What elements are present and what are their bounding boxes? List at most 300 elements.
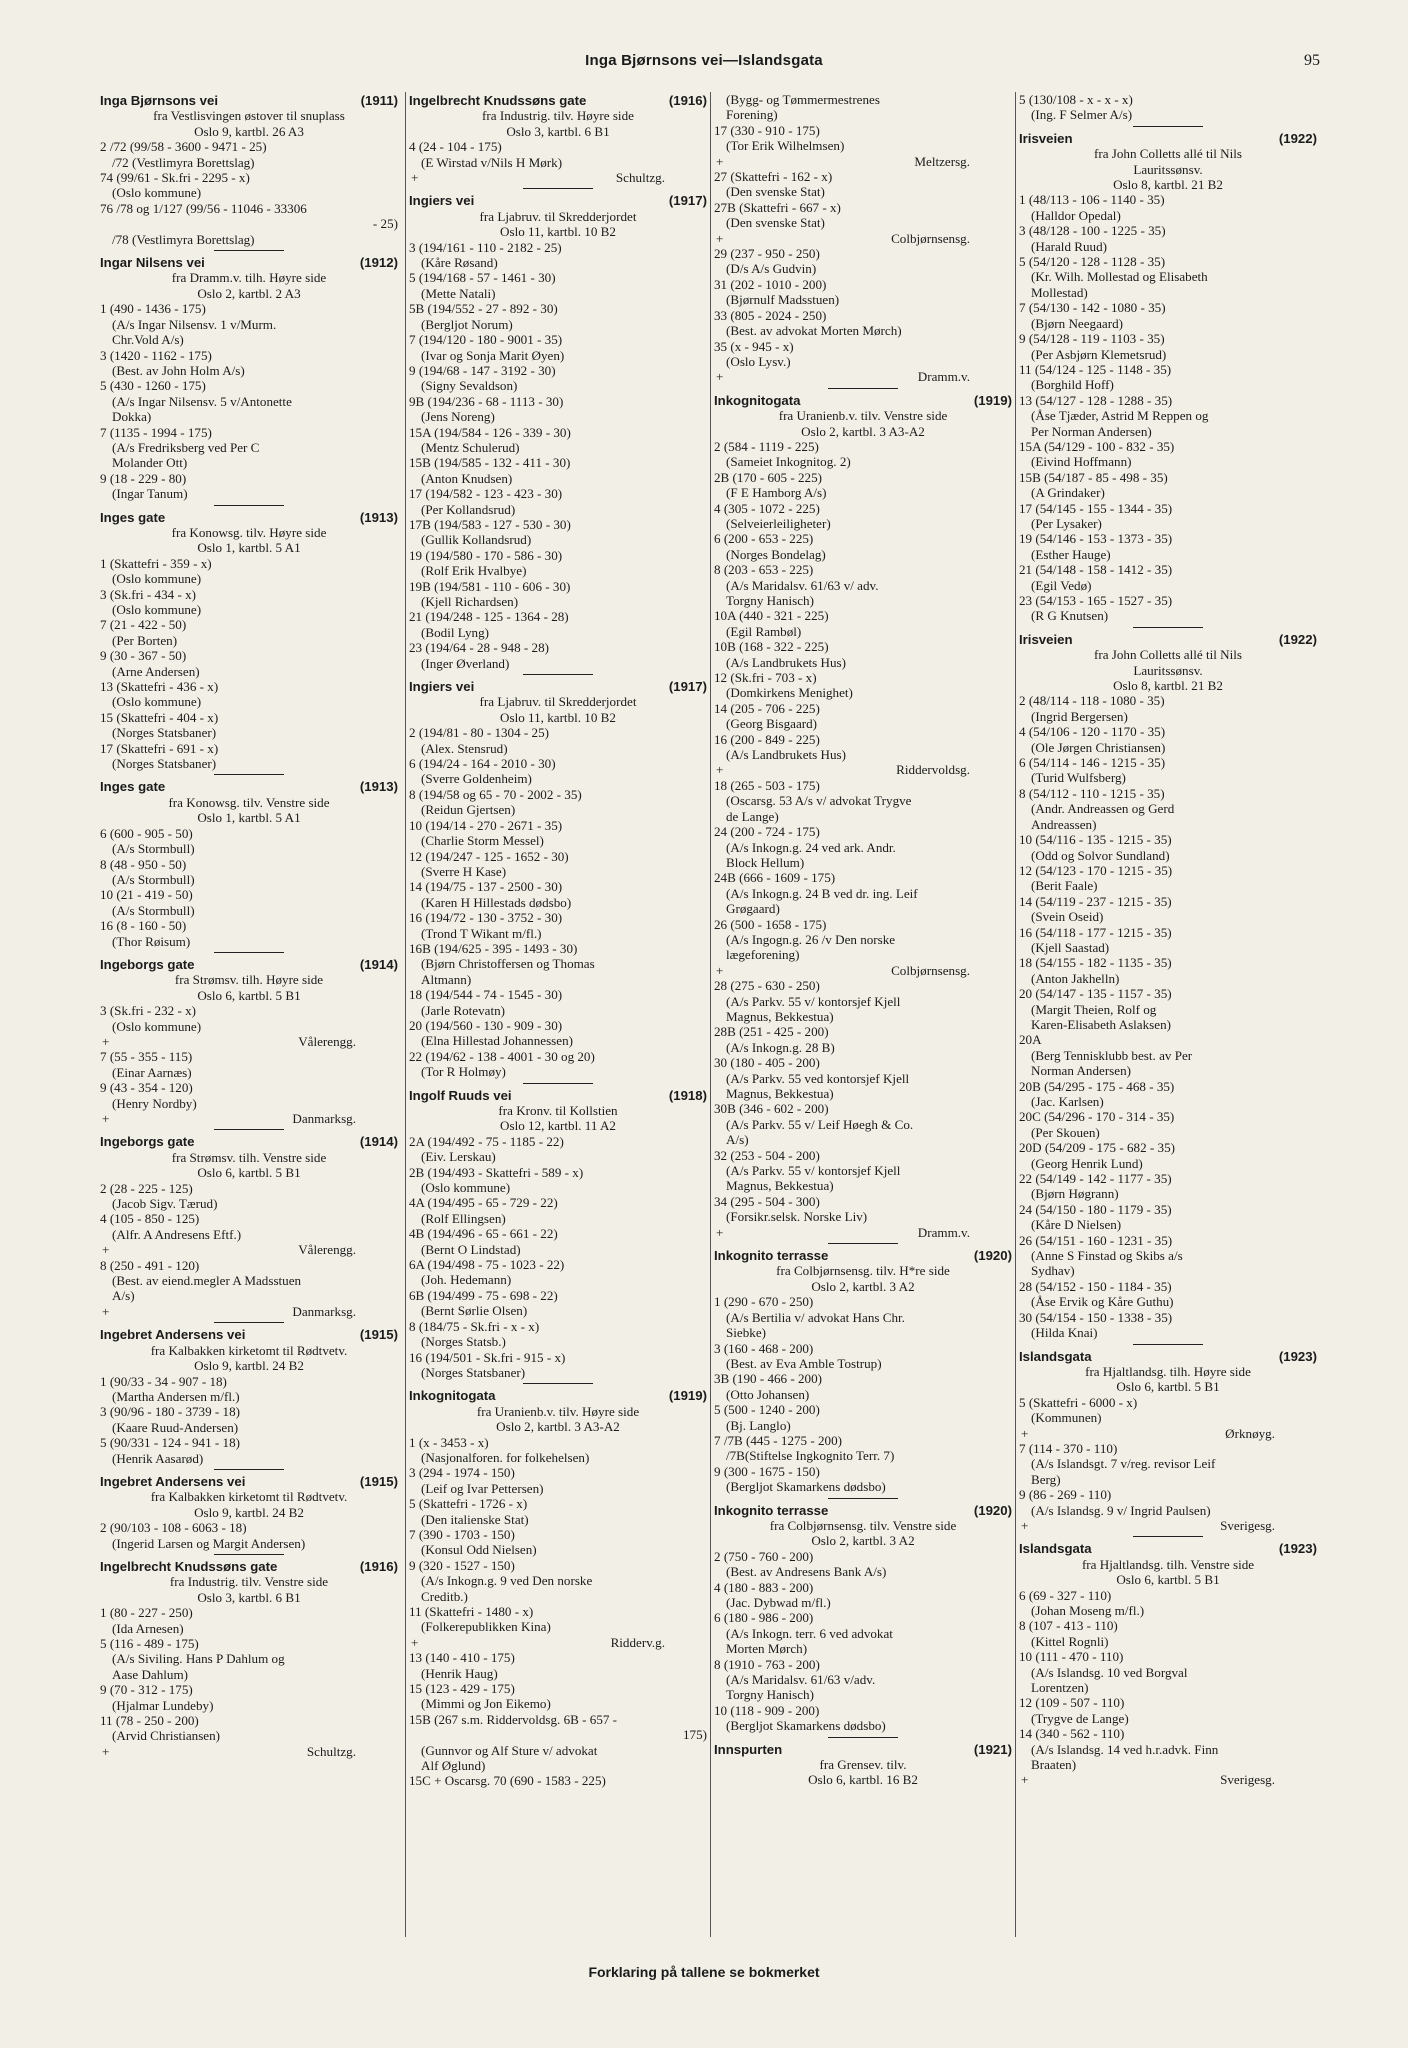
owner-line: (A/s Inkogn.g. 28 B) — [726, 1039, 835, 1055]
owner-line: Block Hellum) — [726, 854, 805, 870]
section-divider — [523, 674, 593, 675]
section-divider — [214, 952, 284, 953]
street-heading — [100, 1327, 398, 1342]
street-heading — [714, 1503, 1012, 1518]
property-line: 20D (54/209 - 175 - 682 - 35) — [1019, 1140, 1176, 1156]
street-number: (1914) — [359, 1134, 398, 1150]
property-line: 8 (184/75 - Sk.fri - x - x) — [409, 1318, 540, 1334]
owner-line: (Best. av John Holm A/s) — [112, 362, 245, 378]
owner-line: (A/s Maridalsv. 61/63 v/adv. — [726, 1672, 876, 1688]
crossing-marker: + — [1021, 1425, 1029, 1441]
street-description: Oslo 6, kartbl. 5 B1 — [1116, 1572, 1220, 1588]
owner-line: (Bergljot Skamarkens dødsbo) — [726, 1718, 886, 1734]
cross-street-line — [714, 231, 1012, 246]
property-line: 5 (Skattefri - 1726 - x) — [409, 1496, 528, 1512]
street-name: Inkognitogata — [714, 392, 801, 408]
property-line: 7 (21 - 422 - 50) — [100, 617, 187, 633]
owner-line: (Jac. Dybwad m/fl.) — [726, 1595, 831, 1610]
owner-line: Karen-Elisabeth Aslaksen) — [1031, 1016, 1171, 1032]
property-line: 23 (194/64 - 28 - 948 - 28) — [409, 640, 550, 656]
cross-street-line — [714, 1225, 1012, 1240]
owner-line: (F E Hamborg A/s) — [726, 485, 827, 501]
street-name: Irisveien — [1019, 130, 1073, 146]
property-line: 34 (295 - 504 - 300) — [714, 1193, 820, 1209]
property-line: 3 (1420 - 1162 - 175) — [100, 347, 212, 363]
owner-line: (Bjørn Christoffersen og Thomas — [421, 956, 595, 972]
crossing-marker: + — [716, 1224, 724, 1240]
owner-line: (A/s Islandsgt. 7 v/reg. revisor Leif — [1031, 1456, 1216, 1472]
street-name: Islandsgata — [1019, 1348, 1092, 1364]
owner-line: (Hilda Knai) — [1031, 1325, 1098, 1341]
property-line: 5 (500 - 1240 - 200) — [714, 1402, 820, 1418]
owner-line: (Elna Hillestad Johannessen) — [421, 1033, 573, 1049]
property-line: 7 (390 - 1703 - 150) — [409, 1526, 515, 1542]
street-name: Innspurten — [714, 1741, 783, 1757]
street-heading — [100, 255, 398, 270]
owner-line: /7B(Stiftelse Ingkognito Terr. 7) — [726, 1448, 895, 1464]
property-line: 27B (Skattefri - 667 - x) — [714, 199, 841, 215]
owner-line: (Rolf Ellingsen) — [421, 1210, 506, 1226]
owner-line: (Borghild Hoff) — [1031, 377, 1114, 393]
owner-line: Siebke) — [726, 1325, 766, 1341]
owner-line: Chr.Vold A/s) — [112, 332, 184, 348]
property-line: 2B (170 - 605 - 225) — [714, 469, 823, 485]
owner-line: (Bernt O Lindstad) — [421, 1241, 521, 1257]
property-line: 15 (123 - 429 - 175) — [409, 1681, 515, 1697]
owner-line: (A/s Bertilia v/ advokat Hans Chr. — [726, 1309, 905, 1325]
property-line: 6 (54/114 - 146 - 1215 - 35) — [1019, 755, 1166, 771]
street-description: fra Industrig. tilv. Høyre side — [482, 108, 634, 124]
owner-line: (Eivind Hoffmann) — [1031, 454, 1132, 470]
owner-line: (Berg Tennisklubb best. av Per — [1031, 1047, 1193, 1063]
owner-line: (Ing. F Selmer A/s) — [1031, 107, 1133, 123]
property-line: 20B (54/295 - 175 - 468 - 35) — [1019, 1078, 1175, 1094]
owner-line: (Den svenske Stat) — [726, 215, 825, 231]
street-heading — [714, 1742, 1012, 1757]
cross-street-line — [100, 1242, 398, 1257]
property-line: 12 (Sk.fri - 703 - x) — [714, 670, 817, 686]
crossing-marker: + — [716, 230, 724, 246]
street-description: fra Uranienb.v. tilv. Venstre side — [778, 408, 948, 424]
property-line: 2A (194/492 - 75 - 1185 - 22) — [409, 1133, 564, 1149]
property-line: 8 (250 - 491 - 120) — [100, 1257, 200, 1273]
street-number: (1922) — [1278, 130, 1317, 146]
owner-line: (A/s Landbrukets Hus) — [726, 654, 847, 670]
owner-line: (Norges Statsbaner) — [112, 725, 217, 741]
street-description: fra John Colletts allé til Nils — [1093, 647, 1242, 663]
owner-line: (Arne Andersen) — [112, 663, 200, 679]
cross-street-name: Colbjørnsensg. — [891, 230, 970, 246]
owner-line: Sydhav) — [1031, 1263, 1075, 1279]
property-line: 19 (54/146 - 153 - 1373 - 35) — [1019, 531, 1173, 547]
property-line: 8 (203 - 653 - 225) — [714, 562, 814, 578]
owner-line: (Ivar og Sonja Marit Øyen) — [421, 347, 565, 363]
owner-line: (Oslo Lysv.) — [726, 353, 791, 369]
street-name: Ingeborgs gate — [100, 1134, 195, 1150]
owner-line: /78 (Vestlimyra Borettslag) — [112, 231, 255, 247]
property-line: 10 (21 - 419 - 50) — [100, 887, 193, 903]
property-line: 16 (8 - 160 - 50) — [100, 918, 187, 934]
property-line: 3 (Sk.fri - 434 - x) — [100, 586, 197, 602]
street-number: (1920) — [973, 1248, 1012, 1264]
crossing-marker: + — [411, 170, 419, 186]
street-heading — [409, 1088, 707, 1103]
owner-line: Berg) — [1031, 1471, 1061, 1487]
property-line: 6 (180 - 986 - 200) — [714, 1610, 814, 1626]
owner-line: (Bjørn Neegaard) — [1031, 315, 1123, 331]
street-description: fra Vestlisvingen østover til snuplass — [153, 108, 345, 124]
cross-street-name: Sverigesg. — [1220, 1772, 1275, 1788]
street-heading — [1019, 632, 1317, 647]
owner-line: (Norges Statsbaner) — [421, 1364, 526, 1380]
property-line: 27 (Skattefri - 162 - x) — [714, 169, 833, 185]
property-line: 7 (114 - 370 - 110) — [1019, 1440, 1118, 1456]
property-line: 10B (168 - 322 - 225) — [714, 639, 829, 655]
section-divider — [1133, 627, 1203, 628]
owner-line: (Bygg- og Tømmermestrenes — [726, 92, 880, 107]
owner-line: (Karen H Hillestads dødsbo) — [421, 894, 572, 910]
property-line: 16 (200 - 849 - 225) — [714, 731, 820, 747]
section-divider — [523, 1383, 593, 1384]
property-line: 26 (54/151 - 160 - 1231 - 35) — [1019, 1232, 1173, 1248]
owner-line: (Norges Bondelag) — [726, 546, 826, 562]
section-divider — [214, 250, 284, 251]
owner-line: Grøgaard) — [726, 901, 780, 917]
property-line: 22 (194/62 - 138 - 4001 - 30 og 20) — [409, 1048, 595, 1064]
property-line: 16B (194/625 - 395 - 1493 - 30) — [409, 940, 578, 956]
street-description: Oslo 6, kartbl. 5 B1 — [1116, 1379, 1220, 1395]
owner-line: (Thor Røisum) — [112, 933, 191, 949]
property-line: 31 (202 - 1010 - 200) — [714, 276, 827, 292]
property-line: 8 (54/112 - 110 - 1215 - 35) — [1019, 785, 1165, 801]
cross-street-line — [100, 1304, 398, 1319]
owner-line: (Per Skouen) — [1031, 1124, 1100, 1140]
owner-line: Aase Dahlum) — [112, 1666, 188, 1682]
street-heading — [409, 679, 707, 694]
street-description: Oslo 9, kartbl. 24 B2 — [194, 1358, 304, 1374]
property-line: 3 (160 - 468 - 200) — [714, 1340, 814, 1356]
cross-street-line — [409, 1635, 707, 1650]
street-name: Ingebret Andersens vei — [100, 1327, 246, 1343]
street-number: (1914) — [359, 956, 398, 972]
owner-line: (Kåre D Nielsen) — [1031, 1217, 1122, 1233]
owner-line: (Margit Theien, Rolf og — [1031, 1001, 1157, 1017]
owner-line: (Leif og Ivar Pettersen) — [421, 1480, 544, 1496]
property-line: 18 (54/155 - 182 - 1135 - 35) — [1019, 955, 1172, 971]
property-line: 1 (80 - 227 - 250) — [100, 1605, 193, 1621]
owner-line: (Andr. Andreassen og Gerd — [1031, 801, 1175, 817]
owner-line: (Folkerepublikken Kina) — [421, 1619, 551, 1635]
property-line: 9 (70 - 312 - 175) — [100, 1682, 193, 1698]
property-line: 4 (105 - 850 - 125) — [100, 1211, 200, 1227]
street-name: Inkognitogata — [409, 1388, 496, 1404]
owner-line: (A/s Inkogn. terr. 6 ved advokat — [726, 1625, 893, 1641]
property-line: 76 /78 og 1/127 (99/56 - 11046 - 33306 — [100, 200, 307, 216]
property-line: 74 (99/61 - Sk.fri - 2295 - x) — [100, 170, 250, 186]
owner-line: (Mette Natali) — [421, 285, 496, 301]
property-line: 17 (194/582 - 123 - 423 - 30) — [409, 486, 563, 502]
property-line: 9 (300 - 1675 - 150) — [714, 1463, 820, 1479]
street-name: Islandsgata — [1019, 1541, 1092, 1557]
property-line: 17 (330 - 910 - 175) — [714, 122, 820, 138]
street-heading — [100, 779, 398, 794]
street-name: Ingiers vei — [409, 679, 475, 695]
cross-street-name: Riddervoldsg. — [896, 762, 970, 778]
cross-street-name: Meltzersg. — [914, 153, 970, 169]
property-line: 6A (194/498 - 75 - 1023 - 22) — [409, 1257, 565, 1273]
owner-line: (Henry Nordby) — [112, 1095, 197, 1111]
owner-line: (Per Lysaker) — [1031, 515, 1102, 531]
cross-street-line — [100, 1111, 398, 1126]
owner-line: (A/s Siviling. Hans P Dahlum og — [112, 1651, 285, 1667]
owner-line: A/s) — [112, 1288, 135, 1304]
page-number: 95 — [1304, 52, 1320, 69]
property-line: 13 (140 - 410 - 175) — [409, 1650, 515, 1666]
property-line: 9 (43 - 354 - 120) — [100, 1080, 193, 1096]
owner-line: (Best. av Eva Amble Tostrup) — [726, 1355, 882, 1371]
street-description: Oslo 2, kartbl. 3 A3-A2 — [801, 423, 925, 439]
street-name: Ingebret Andersens vei — [100, 1473, 246, 1489]
section-divider — [828, 1498, 898, 1499]
owner-line: Torgny Hanisch) — [726, 1687, 814, 1703]
owner-line: (Sverre H Kase) — [421, 863, 507, 879]
owner-line: (Den svenske Stat) — [726, 184, 825, 200]
street-heading — [100, 1134, 398, 1149]
owner-line: (Johan Moseng m/fl.) — [1031, 1603, 1145, 1618]
street-description: Oslo 6, kartbl. 16 B2 — [808, 1772, 918, 1788]
owner-line: (Alfr. A Andresens Eftf.) — [112, 1226, 242, 1242]
owner-line: (Ingar Tanum) — [112, 486, 188, 502]
street-heading — [1019, 1541, 1317, 1556]
property-line: 5B (194/552 - 27 - 892 - 30) — [409, 301, 558, 317]
property-line: 4 (305 - 1072 - 225) — [714, 500, 820, 516]
owner-line: (Arvid Christiansen) — [112, 1728, 221, 1744]
property-line: 5 (194/168 - 57 - 1461 - 30) — [409, 270, 556, 286]
cross-street-line — [714, 963, 1012, 978]
owner-line: Creditb.) — [421, 1588, 468, 1604]
crossing-marker: + — [411, 1634, 419, 1650]
street-number: (1922) — [1278, 631, 1317, 647]
owner-line: (Egil Vedø) — [1031, 577, 1092, 593]
property-line: 6 (69 - 327 - 110) — [1019, 1587, 1112, 1603]
owner-line: (R G Knutsen) — [1031, 608, 1109, 624]
cross-street-line — [714, 762, 1012, 777]
street-heading — [714, 1248, 1012, 1263]
owner-line: (A/s Islandsg. 14 ved h.r.advk. Finn — [1031, 1741, 1219, 1757]
property-line: 2 (584 - 1119 - 225) — [714, 438, 819, 454]
owner-line: (Ole Jørgen Christiansen) — [1031, 739, 1166, 755]
street-number: (1919) — [973, 392, 1012, 408]
street-heading — [409, 1388, 707, 1403]
owner-line: Magnus, Bekkestua) — [726, 1086, 834, 1101]
owner-line: (Georg Henrik Lund) — [1031, 1155, 1143, 1171]
property-line: 19B (194/581 - 110 - 606 - 30) — [409, 578, 571, 594]
owner-line: lægeforening) — [726, 947, 800, 963]
street-description: Oslo 11, kartbl. 10 B2 — [500, 709, 616, 725]
property-line: 13 (Skattefri - 436 - x) — [100, 679, 219, 695]
street-description: fra Kalbakken kirketomt til Rødtvetv. — [150, 1489, 348, 1505]
street-number: (1917) — [668, 679, 707, 695]
owner-line: (Eiv. Lerskau) — [421, 1149, 496, 1165]
street-number: (1918) — [668, 1087, 707, 1103]
street-name: Irisveien — [1019, 631, 1073, 647]
owner-line: (Oslo kommune) — [112, 694, 202, 710]
owner-line: (A/s Parkv. 55 ved kontorsjef Kjell — [726, 1070, 910, 1086]
property-line: 15A (194/584 - 126 - 339 - 30) — [409, 424, 571, 440]
owner-line: (A/s Parkv. 55 v/ kontorsjef Kjell — [726, 993, 901, 1009]
running-head: Inga Bjørnsons vei—Islandsgata — [585, 52, 823, 69]
street-description: fra Colbjørnsensg. tilv. Venstre side — [769, 1517, 957, 1533]
owner-line: (A/s Maridalsv. 61/63 v/ adv. — [726, 577, 879, 593]
owner-line: Morten Mørch) — [726, 1641, 808, 1657]
property-line: 3 (194/161 - 110 - 2182 - 25) — [409, 239, 562, 255]
property-line: 2B (194/493 - Skattefri - 589 - x) — [409, 1164, 584, 1180]
owner-line: (Henrik Aasarød) — [112, 1450, 204, 1466]
street-heading — [1019, 131, 1317, 146]
owner-line: (Bodil Lyng) — [421, 624, 490, 640]
section-divider — [1133, 1536, 1203, 1537]
owner-line: (Trygve de Lange) — [1031, 1710, 1129, 1726]
street-name: Ingiers vei — [409, 193, 475, 209]
owner-line: (Nasjonalforen. for folkehelsen) — [421, 1449, 590, 1465]
street-description: Oslo 8, kartbl. 21 B2 — [1113, 177, 1223, 193]
street-description: Oslo 6, kartbl. 5 B1 — [197, 987, 301, 1003]
section-divider — [214, 1129, 284, 1130]
street-description: Oslo 2, kartbl. 3 A2 — [811, 1278, 915, 1294]
property-line: 9 (320 - 1527 - 150) — [409, 1557, 515, 1573]
owner-line: (A/s Stormbull) — [112, 841, 195, 857]
owner-line: (Per Borten) — [112, 632, 178, 648]
owner-line: Altmann) — [421, 971, 472, 987]
property-line: 32 (253 - 504 - 200) — [714, 1147, 820, 1163]
property-line: 24 (54/150 - 180 - 1179 - 35) — [1019, 1201, 1172, 1217]
cross-street-line — [409, 170, 707, 185]
street-name: Inkognito terrasse — [714, 1248, 829, 1264]
property-line: 15B (267 s.m. Riddervoldsg. 6B - 657 - — [409, 1711, 618, 1727]
owner-line: (Oslo kommune) — [112, 185, 202, 201]
owner-line: (A/s Fredriksberg ved Per C — [112, 439, 260, 455]
owner-line: (Bernt Sørlie Olsen) — [421, 1303, 528, 1319]
street-description: Oslo 3, kartbl. 6 B1 — [506, 123, 610, 139]
crossing-marker: + — [716, 962, 724, 978]
directory-columns — [100, 92, 1315, 1937]
cross-street-name: Ørknøyg. — [1225, 1425, 1275, 1441]
owner-line: (Reidun Gjertsen) — [421, 802, 516, 818]
owner-line: (Forsikr.selsk. Norske Liv) — [726, 1209, 868, 1225]
owner-line: (Bj. Langlo) — [726, 1417, 791, 1433]
owner-line: (Egil Rambøl) — [726, 623, 802, 639]
property-line: 2 (750 - 760 - 200) — [714, 1548, 814, 1564]
street-description: Oslo 2, kartbl. 2 A3 — [197, 285, 301, 301]
owner-line: (Åse Tjæder, Astrid M Reppen og — [1031, 408, 1209, 424]
owner-line: (Berit Faale) — [1031, 878, 1098, 894]
owner-line: (Oslo kommune) — [112, 1018, 202, 1034]
property-line: 3 (48/128 - 100 - 1225 - 35) — [1019, 223, 1166, 239]
property-line: 10A (440 - 321 - 225) — [714, 608, 829, 624]
crossing-marker: + — [716, 762, 724, 778]
property-line: 30 (180 - 405 - 200) — [714, 1055, 820, 1071]
crossing-marker: + — [716, 369, 724, 385]
page-header — [0, 52, 1408, 78]
crossing-marker: + — [1021, 1517, 1029, 1533]
property-line: 2 (28 - 225 - 125) — [100, 1180, 193, 1196]
property-line: 17 (Skattefri - 691 - x) — [100, 740, 219, 756]
property-line: 14 (205 - 706 - 225) — [714, 700, 820, 716]
street-name: Inga Bjørnsons vei — [100, 93, 218, 108]
street-name: Ingelbrecht Knudssøns gate — [409, 93, 587, 108]
property-line: 16 (194/72 - 130 - 3752 - 30) — [409, 910, 563, 926]
owner-line: Andreassen) — [1031, 816, 1097, 832]
owner-line: (Kjell Richardsen) — [421, 594, 519, 609]
street-number: (1916) — [668, 93, 707, 108]
property-line: 9B (194/236 - 68 - 1113 - 30) — [409, 393, 564, 409]
property-line: 7 (194/120 - 180 - 9001 - 35) — [409, 332, 563, 348]
owner-line: (Best. av Andresens Bank A/s) — [726, 1564, 887, 1580]
column-1 — [100, 92, 398, 1937]
street-number: (1916) — [359, 1558, 398, 1574]
street-number: (1912) — [359, 255, 398, 271]
cross-street-line — [714, 369, 1012, 384]
section-divider — [214, 1469, 284, 1470]
property-line: 26 (500 - 1658 - 175) — [714, 916, 827, 932]
owner-line: (Domkirkens Menighet) — [726, 685, 853, 701]
cross-street-name: Schultzg. — [306, 1743, 356, 1759]
property-line: 28 (275 - 630 - 250) — [714, 978, 820, 994]
street-name: Inges gate — [100, 509, 166, 525]
cross-street-line — [1019, 1426, 1317, 1441]
continuation-line: 175) — [682, 1727, 707, 1743]
property-line: 5 (Skattefri - 6000 - x) — [1019, 1394, 1138, 1410]
property-line: 4 (54/106 - 120 - 1170 - 35) — [1019, 724, 1166, 740]
property-line: 9 (194/68 - 147 - 3192 - 30) — [409, 362, 556, 378]
property-line: 24 (200 - 724 - 175) — [714, 824, 820, 840]
property-line: 11 (78 - 250 - 200) — [100, 1713, 199, 1729]
owner-line: (Kaare Ruud-Andersen) — [112, 1419, 239, 1435]
owner-line: (A/s Inkogn.g. 24 B ved dr. ing. Leif — [726, 885, 918, 901]
owner-line: (Kommunen) — [1031, 1410, 1102, 1426]
property-line: 11 (Skattefri - 1480 - x) — [409, 1604, 534, 1619]
crossing-marker: + — [102, 1743, 110, 1759]
owner-line: (Anne S Finstad og Skibs a/s — [1031, 1248, 1183, 1264]
owner-line: (A/s Islandsg. 9 v/ Ingrid Paulsen) — [1031, 1502, 1211, 1518]
property-line: 4B (194/496 - 65 - 661 - 22) — [409, 1226, 558, 1242]
section-divider — [828, 388, 898, 389]
street-description: Oslo 1, kartbl. 5 A1 — [197, 540, 301, 556]
property-line: 29 (237 - 950 - 250) — [714, 246, 820, 262]
crossing-marker: + — [102, 1111, 110, 1126]
owner-line: (Mentz Schulerud) — [421, 439, 520, 455]
owner-line: (Kr. Wilh. Mollestad og Elisabeth — [1031, 269, 1208, 285]
property-line: 12 (54/123 - 170 - 1215 - 35) — [1019, 862, 1173, 878]
owner-line: Per Norman Andersen) — [1031, 423, 1152, 439]
owner-line: (A/s Ingogn.g. 26 /v Den norske — [726, 931, 896, 947]
owner-line: (Alex. Stensrud) — [421, 740, 508, 756]
column-2 — [405, 92, 707, 1937]
street-name: Inges gate — [100, 779, 166, 795]
owner-line: (Kittel Rognli) — [1031, 1633, 1109, 1649]
property-line: 21 (194/248 - 125 - 1364 - 28) — [409, 609, 569, 625]
section-divider — [214, 1554, 284, 1555]
owner-line: (D/s A/s Gudvin) — [726, 261, 817, 277]
property-line: 1 (490 - 1436 - 175) — [100, 301, 206, 317]
property-line: 7 (1135 - 1994 - 175) — [100, 424, 212, 440]
owner-line: (Joh. Hedemann) — [421, 1272, 512, 1288]
property-line: 10 (118 - 909 - 200) — [714, 1702, 820, 1718]
continuation-line: - 25) — [372, 216, 398, 232]
property-line: 5 (54/120 - 128 - 1128 - 35) — [1019, 254, 1166, 270]
street-description: Lauritssønsv. — [1133, 662, 1203, 678]
owner-line: (Henrik Haug) — [421, 1665, 498, 1681]
